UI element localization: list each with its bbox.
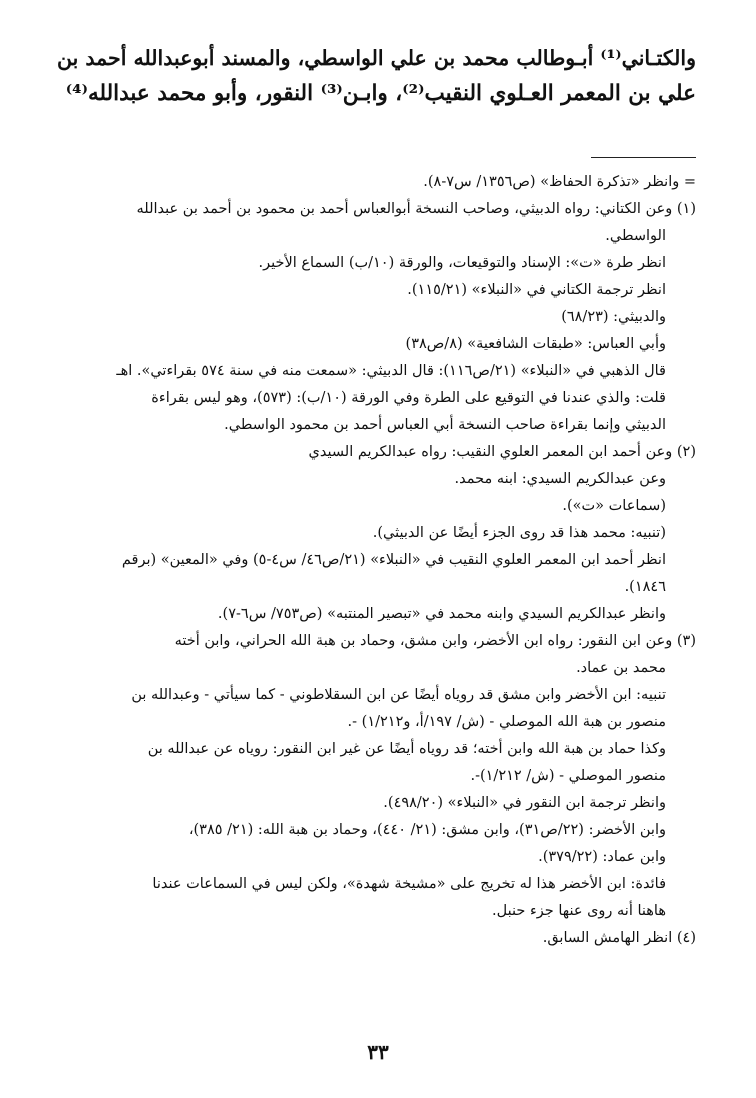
footnote-2-line: ١٨٤٦). xyxy=(624,579,666,595)
page-number: ٣٣ xyxy=(367,1040,389,1064)
footnote-1-line: انظر ترجمة الكتاني في «النبلاء» (١١٥/٢١). xyxy=(407,282,666,298)
footnote-3-line: منصور الموصلي - (ش/ ١/٢١٢)-. xyxy=(470,768,666,784)
footnote-separator xyxy=(591,157,696,158)
footnote-line: = وانظر «تذكرة الحفاظ» (ص١٣٥٦/ س٧-٨). xyxy=(423,174,696,190)
footnote-4-line: (٤) انظر الهامش السابق. xyxy=(542,930,696,946)
footnote-3-line: فائدة: ابن الأخضر هذا له تخريج على «مشيخة شهدة»، ولكن ليس في السماعات عندنا xyxy=(152,876,666,892)
footnote-2-line: (سماعات «ت»). xyxy=(562,498,666,514)
footnote-1-line: انظر طرة «ت»: الإسناد والتوقيعات، والورقة (١٠/ب) السماع الأخير. xyxy=(258,255,666,271)
main-text xyxy=(56,40,696,112)
footnote-2-line: وعن عبدالكريم السيدي: ابنه محمد. xyxy=(454,471,666,487)
footnote-3-line: وابن عماد: (٣٧٩/٢٢). xyxy=(538,849,666,865)
footnote-1-line: الواسطي. xyxy=(605,228,666,244)
footnote-3-line: وانظر ترجمة ابن النقور في «النبلاء» (٤٩٨/٢٠). xyxy=(383,795,666,811)
footnote-3-line: تنبيه: ابن الأخضر وابن مشق قد روياه أيضًا عن ابن السقلاطوني - كما سيأتي - وعبدالله بن xyxy=(131,687,666,703)
footnote-1-line: والدبيثي: (٦٨/٢٣) xyxy=(561,309,666,325)
footnote-1-line: قلت: والذي عندنا في التوقيع على الطرة وفي الورقة (١٠/ب): (٥٧٣)، وهو ليس بقراءة xyxy=(151,390,666,406)
footnote-2-line: (٢) وعن أحمد ابن المعمر العلوي النقيب: رواه عبدالكريم السيدي xyxy=(308,444,696,460)
footnote-3-line: (٣) وعن ابن النقور: رواه ابن الأخضر، وابن مشق، وحماد بن هبة الله الحراني، وابن أخته xyxy=(174,633,696,649)
footnote-1-line: الدبيثي وإنما بقراءة صاحب النسخة أبي العباس أحمد بن محمود الواسطي. xyxy=(224,417,666,433)
footnote-3-line: منصور بن هبة الله الموصلي - (ش/ ١٩٧/أ، و١/٢١٢) -. xyxy=(347,714,666,730)
footnote-3-line: وابن الأخضر: (٢٢/ص٣١)، وابن مشق: (٢١/ ٤٤٠)، وحماد بن هبة الله: (٢١/ ٣٨٥)، xyxy=(188,822,666,838)
footnote-2-line: وانظر عبدالكريم السيدي وابنه محمد في «تبصير المنتبه» (ص٧٥٣/ س٦-٧). xyxy=(217,606,666,622)
main-text-line: علي بن المعمر العـلوي النقيب⁽²⁾، وابـن⁽³⁾ النقور، وأبو محمد عبدالله⁽⁴⁾ xyxy=(65,81,696,106)
footnote-3-line: محمد بن عماد. xyxy=(576,660,666,676)
footnote-1-line: قال الذهبي في «النبلاء» (٢١/ص١١٦): قال الدبيثي: «سمعت منه في سنة ٥٧٤ بقراءتي». اهـ xyxy=(116,363,666,379)
footnote-1-line: وأبي العباس: «طبقات الشافعية» (٨/ص٣٨) xyxy=(405,336,666,352)
footnotes xyxy=(56,170,696,953)
footnote-2-line: (تنبيه: محمد هذا قد روى الجزء أيضًا عن الدبيثي). xyxy=(372,525,666,541)
footnote-1-line: (١) وعن الكتاني: رواه الدبيثي، وصاحب النسخة أبوالعباس أحمد بن محمود بن أحمد بن عبدالله xyxy=(136,201,696,217)
footnote-3-line: هاهنا أنه روى عنها جزء حنبل. xyxy=(492,903,666,919)
footnote-2-line: انظر أحمد ابن المعمر العلوي النقيب في «النبلاء» (٢١/ص٤٦/ س٤-٥) وفي «المعين» (برقم xyxy=(121,552,666,568)
footnote-3-line: وكذا حماد بن هبة الله وابن أخته؛ قد روياه أيضًا عن غير ابن النقور: روياه عن عبدالله بن xyxy=(147,741,666,757)
main-text-line: والكتـاني⁽¹⁾ أبـوطالب محمد بن علي الواسطي، والمسند أبوعبدالله أحمد بن xyxy=(56,46,696,70)
